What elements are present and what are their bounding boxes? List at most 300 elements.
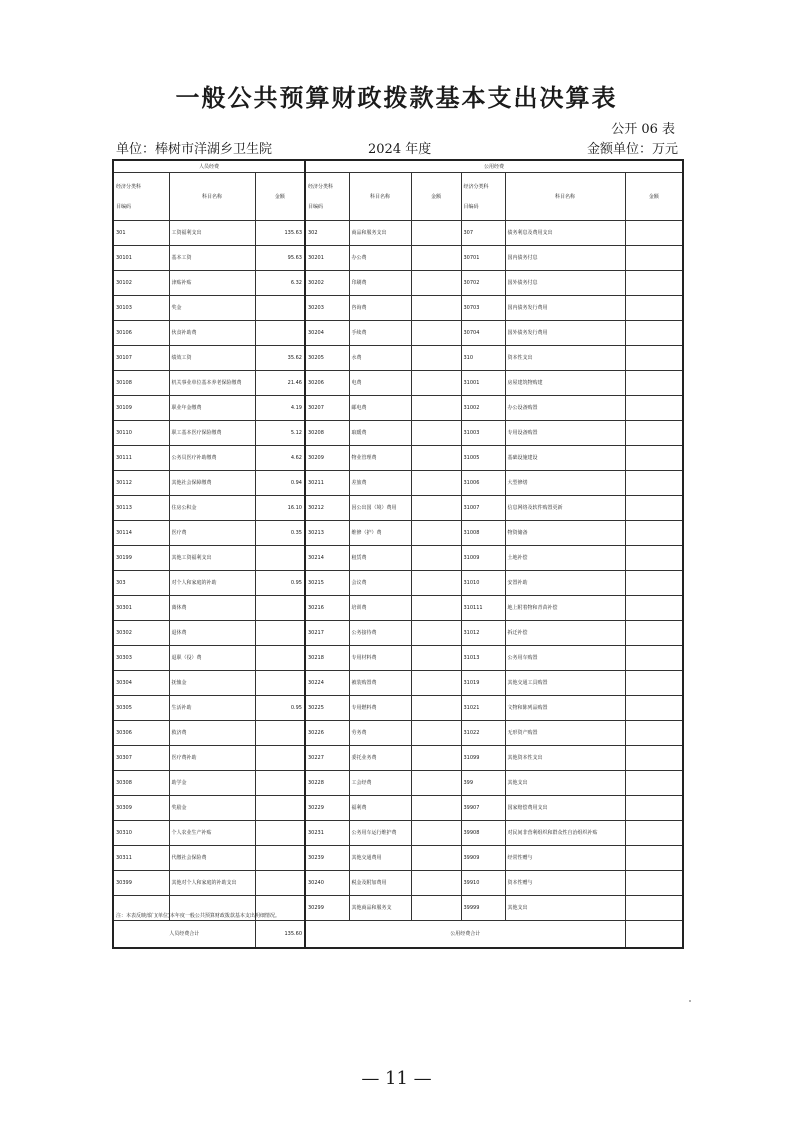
- amount-unit: 金额单位：万元: [586, 142, 678, 157]
- personnel-name: 住房公积金: [169, 496, 255, 521]
- capital-amount: [625, 521, 683, 546]
- col-header-amount: 金额: [625, 173, 683, 221]
- goods-code: 30205: [305, 346, 349, 371]
- personnel-code: 303: [113, 571, 169, 596]
- capital-code: 310111: [461, 596, 505, 621]
- col-header-code-b: 目编码: [116, 203, 132, 210]
- personnel-amount: [255, 321, 305, 346]
- capital-amount: [625, 496, 683, 521]
- goods-code: 30207: [305, 396, 349, 421]
- goods-code: 30214: [305, 546, 349, 571]
- table-row: [113, 246, 683, 271]
- capital-name: 债务利息及费用支出: [505, 221, 625, 246]
- capital-code: 31001: [461, 371, 505, 396]
- goods-amount: [411, 821, 461, 846]
- personnel-code: 30305: [113, 696, 169, 721]
- capital-amount: [625, 421, 683, 446]
- personnel-code: 30108: [113, 371, 169, 396]
- page-number: — 11 —: [361, 1068, 432, 1089]
- capital-code: 31006: [461, 471, 505, 496]
- goods-name: 其他交通费用: [349, 846, 411, 871]
- personnel-name: 奖励金: [169, 796, 255, 821]
- capital-amount: [625, 321, 683, 346]
- capital-amount: [625, 271, 683, 296]
- capital-code: 30704: [461, 321, 505, 346]
- personnel-name: 代缴社会保险费: [169, 846, 255, 871]
- goods-name: 福利费: [349, 796, 411, 821]
- personnel-code: 30106: [113, 321, 169, 346]
- capital-amount: [625, 746, 683, 771]
- goods-amount: [411, 321, 461, 346]
- capital-amount: [625, 346, 683, 371]
- table-row: [113, 746, 683, 771]
- goods-code: 30239: [305, 846, 349, 871]
- col-header-code-a: 经济分类科: [308, 183, 334, 190]
- capital-name: 其他支出: [505, 771, 625, 796]
- goods-amount: [411, 421, 461, 446]
- capital-code: 31002: [461, 396, 505, 421]
- table-row: [113, 596, 683, 621]
- goods-code: 30203: [305, 296, 349, 321]
- capital-code: 31009: [461, 546, 505, 571]
- capital-code: 31012: [461, 621, 505, 646]
- goods-name: 专用材料费: [349, 646, 411, 671]
- table-row: [113, 621, 683, 646]
- capital-name: 文物和陈列品购置: [505, 696, 625, 721]
- goods-name: 商品和服务支出: [349, 221, 411, 246]
- goods-name: 水费: [349, 346, 411, 371]
- goods-name: 维修（护）费: [349, 521, 411, 546]
- goods-code: 30228: [305, 771, 349, 796]
- capital-code: 39908: [461, 821, 505, 846]
- goods-name: 印刷费: [349, 271, 411, 296]
- table-row: [113, 646, 683, 671]
- personnel-amount: 21.46: [255, 371, 305, 396]
- goods-amount: [411, 896, 461, 921]
- personnel-code: 30109: [113, 396, 169, 421]
- personnel-code: 30114: [113, 521, 169, 546]
- goods-name: 手续费: [349, 321, 411, 346]
- table-row: [113, 846, 683, 871]
- goods-amount: [411, 496, 461, 521]
- personnel-code: 30107: [113, 346, 169, 371]
- col-header-code: [113, 173, 169, 221]
- goods-name: 电费: [349, 371, 411, 396]
- goods-amount: [411, 771, 461, 796]
- capital-name: 地上附着物和青苗补偿: [505, 596, 625, 621]
- goods-amount: [411, 446, 461, 471]
- goods-code: 30201: [305, 246, 349, 271]
- capital-name: 房屋建筑物购建: [505, 371, 625, 396]
- goods-amount: [411, 221, 461, 246]
- capital-name: 拆迁补偿: [505, 621, 625, 646]
- goods-code: 30209: [305, 446, 349, 471]
- personnel-amount: [255, 296, 305, 321]
- goods-name: 其他商品和服务支: [349, 896, 411, 921]
- goods-amount: [411, 546, 461, 571]
- goods-code: 30213: [305, 521, 349, 546]
- capital-code: 30701: [461, 246, 505, 271]
- personnel-code: 30304: [113, 671, 169, 696]
- goods-name: 差旅费: [349, 471, 411, 496]
- personnel-code: 30399: [113, 871, 169, 896]
- col-header-code-b: 目编码: [463, 203, 479, 210]
- goods-amount: [411, 671, 461, 696]
- personnel-name: 职工基本医疗保险缴费: [169, 421, 255, 446]
- budget-table: [112, 159, 684, 949]
- goods-name: 被装购置费: [349, 671, 411, 696]
- capital-name: 其他支出: [505, 896, 625, 921]
- goods-code: 30204: [305, 321, 349, 346]
- table-row: [113, 271, 683, 296]
- table-row: [113, 671, 683, 696]
- footnote: 注：本表反映部门(单位)本年度一般公共预算财政拨款基本支出明细情况。: [116, 913, 280, 919]
- form-number: 公开 06 表: [611, 122, 675, 137]
- personnel-code: 30310: [113, 821, 169, 846]
- personnel-code: 30112: [113, 471, 169, 496]
- col-header-code-a: 经济分类科: [463, 183, 489, 190]
- personnel-amount: 16.10: [255, 496, 305, 521]
- section-personnel: 人员经费: [113, 160, 305, 173]
- goods-amount: [411, 646, 461, 671]
- personnel-code: 30309: [113, 796, 169, 821]
- personnel-amount: [255, 671, 305, 696]
- table-row: [113, 871, 683, 896]
- capital-amount: [625, 671, 683, 696]
- capital-name: 国内债务付息: [505, 246, 625, 271]
- capital-code: 31099: [461, 746, 505, 771]
- capital-amount: [625, 796, 683, 821]
- goods-code: 30231: [305, 821, 349, 846]
- goods-code: 30211: [305, 471, 349, 496]
- personnel-name: 职业年金缴费: [169, 396, 255, 421]
- personnel-amount: 0.95: [255, 571, 305, 596]
- goods-name: 租赁费: [349, 546, 411, 571]
- personnel-code: 30113: [113, 496, 169, 521]
- goods-code: 30202: [305, 271, 349, 296]
- personnel-name: 公务员医疗补助缴费: [169, 446, 255, 471]
- goods-amount: [411, 571, 461, 596]
- goods-name: 公务接待费: [349, 621, 411, 646]
- personnel-name: 救济费: [169, 721, 255, 746]
- capital-name: 土地补偿: [505, 546, 625, 571]
- personnel-name: 伙食补助费: [169, 321, 255, 346]
- goods-name: 劳务费: [349, 721, 411, 746]
- capital-code: 31010: [461, 571, 505, 596]
- table-row: [113, 296, 683, 321]
- capital-amount: [625, 221, 683, 246]
- goods-amount: [411, 521, 461, 546]
- goods-code: 30229: [305, 796, 349, 821]
- goods-amount: [411, 796, 461, 821]
- capital-code: 31022: [461, 721, 505, 746]
- total-row: [113, 921, 683, 949]
- goods-amount: [411, 746, 461, 771]
- capital-amount: [625, 396, 683, 421]
- personnel-amount: [255, 596, 305, 621]
- personnel-code: 30199: [113, 546, 169, 571]
- goods-code: 30216: [305, 596, 349, 621]
- col-header-code: [461, 173, 505, 221]
- capital-name: 公务用车购置: [505, 646, 625, 671]
- capital-name: 基础设施建设: [505, 446, 625, 471]
- table-row: [113, 521, 683, 546]
- table-row: [113, 396, 683, 421]
- capital-code: 31008: [461, 521, 505, 546]
- table-row: [113, 546, 683, 571]
- capital-amount: [625, 446, 683, 471]
- goods-code: 30215: [305, 571, 349, 596]
- capital-name: 国家赔偿费用支出: [505, 796, 625, 821]
- personnel-amount: [255, 621, 305, 646]
- capital-code: 31003: [461, 421, 505, 446]
- capital-name: 办公设备购置: [505, 396, 625, 421]
- personnel-name: 医疗费: [169, 521, 255, 546]
- capital-amount: [625, 646, 683, 671]
- capital-name: 对民间非营利组织和群众性自治组织补贴: [505, 821, 625, 846]
- goods-amount: [411, 721, 461, 746]
- goods-name: 委托业务费: [349, 746, 411, 771]
- goods-amount: [411, 696, 461, 721]
- capital-amount: [625, 896, 683, 921]
- col-header-amount: 金额: [411, 173, 461, 221]
- personnel-name: 个人农业生产补贴: [169, 821, 255, 846]
- table-row: [113, 321, 683, 346]
- capital-name: 资本性赠与: [505, 871, 625, 896]
- capital-code: 39907: [461, 796, 505, 821]
- personnel-name: 退职（役）费: [169, 646, 255, 671]
- personnel-code: 30103: [113, 296, 169, 321]
- capital-name: 国外债务发行费用: [505, 321, 625, 346]
- table-row: [113, 471, 683, 496]
- goods-code: 30224: [305, 671, 349, 696]
- personnel-amount: [255, 771, 305, 796]
- capital-code: 307: [461, 221, 505, 246]
- goods-code: 30299: [305, 896, 349, 921]
- scan-speck: [689, 1000, 691, 1002]
- capital-amount: [625, 296, 683, 321]
- table-row: [113, 446, 683, 471]
- table-row: [113, 821, 683, 846]
- table-row: [113, 496, 683, 521]
- goods-code: 30226: [305, 721, 349, 746]
- capital-amount: [625, 771, 683, 796]
- capital-code: 31021: [461, 696, 505, 721]
- table-row: [113, 771, 683, 796]
- goods-code: 30208: [305, 421, 349, 446]
- personnel-name: 助学金: [169, 771, 255, 796]
- capital-name: 物资储备: [505, 521, 625, 546]
- personnel-name: 津贴补贴: [169, 271, 255, 296]
- col-header-name: 科目名称: [349, 173, 411, 221]
- capital-amount: [625, 871, 683, 896]
- goods-name: 工会经费: [349, 771, 411, 796]
- table-row: [113, 421, 683, 446]
- goods-name: 因公出国（境）费用: [349, 496, 411, 521]
- total-personnel-label: 人员经费合计: [113, 921, 255, 949]
- capital-code: 399: [461, 771, 505, 796]
- personnel-code: 30302: [113, 621, 169, 646]
- table-row: [113, 696, 683, 721]
- personnel-name: 抚恤金: [169, 671, 255, 696]
- goods-name: 物业管理费: [349, 446, 411, 471]
- personnel-code: 30102: [113, 271, 169, 296]
- personnel-name: 基本工资: [169, 246, 255, 271]
- personnel-amount: 6.32: [255, 271, 305, 296]
- goods-code: 30240: [305, 871, 349, 896]
- capital-code: 31007: [461, 496, 505, 521]
- goods-code: 302: [305, 221, 349, 246]
- capital-code: 39999: [461, 896, 505, 921]
- table-row: [113, 571, 683, 596]
- goods-amount: [411, 846, 461, 871]
- capital-name: 安置补助: [505, 571, 625, 596]
- table-row: [113, 796, 683, 821]
- goods-amount: [411, 871, 461, 896]
- capital-code: 39909: [461, 846, 505, 871]
- personnel-amount: [255, 871, 305, 896]
- table-row: [113, 221, 683, 246]
- personnel-amount: 4.62: [255, 446, 305, 471]
- total-public-label: 公用经费合计: [305, 921, 625, 949]
- capital-code: 31013: [461, 646, 505, 671]
- personnel-amount: 35.62: [255, 346, 305, 371]
- total-personnel-value: 135.60: [255, 921, 305, 949]
- goods-name: 专用燃料费: [349, 696, 411, 721]
- personnel-amount: 5.12: [255, 421, 305, 446]
- personnel-name: 机关事业单位基本养老保险缴费: [169, 371, 255, 396]
- personnel-code: 30111: [113, 446, 169, 471]
- goods-amount: [411, 371, 461, 396]
- personnel-name: 生活补助: [169, 696, 255, 721]
- goods-amount: [411, 346, 461, 371]
- col-header-code-a: 经济分类科: [116, 183, 142, 190]
- goods-amount: [411, 596, 461, 621]
- personnel-name: 其他对个人和家庭的补助支出: [169, 871, 255, 896]
- personnel-name: 奖金: [169, 296, 255, 321]
- capital-name: 信息网络及软件购置更新: [505, 496, 625, 521]
- personnel-amount: [255, 846, 305, 871]
- goods-amount: [411, 621, 461, 646]
- goods-name: 邮电费: [349, 396, 411, 421]
- table-row: [113, 346, 683, 371]
- capital-code: 310: [461, 346, 505, 371]
- personnel-amount: [255, 796, 305, 821]
- capital-name: 大型修缮: [505, 471, 625, 496]
- capital-name: 其他交通工具购置: [505, 671, 625, 696]
- personnel-amount: [255, 646, 305, 671]
- section-public: 公用经费: [305, 160, 683, 173]
- personnel-code: 30101: [113, 246, 169, 271]
- goods-code: 30217: [305, 621, 349, 646]
- capital-code: 31005: [461, 446, 505, 471]
- personnel-code: 30311: [113, 846, 169, 871]
- section-header-row: [113, 160, 683, 173]
- col-header-name: 科目名称: [169, 173, 255, 221]
- goods-amount: [411, 246, 461, 271]
- goods-code: 30218: [305, 646, 349, 671]
- goods-code: 30227: [305, 746, 349, 771]
- table-row: [113, 721, 683, 746]
- personnel-code: 30303: [113, 646, 169, 671]
- personnel-code: 30308: [113, 771, 169, 796]
- personnel-amount: 135.63: [255, 221, 305, 246]
- capital-amount: [625, 571, 683, 596]
- table-row: [113, 371, 683, 396]
- capital-code: 30702: [461, 271, 505, 296]
- capital-name: 经常性赠与: [505, 846, 625, 871]
- capital-code: 30703: [461, 296, 505, 321]
- unit-label: 单位：棒树市洋湖乡卫生院: [116, 142, 273, 157]
- goods-name: 会议费: [349, 571, 411, 596]
- personnel-amount: [255, 721, 305, 746]
- capital-amount: [625, 621, 683, 646]
- total-public-value: [625, 921, 683, 949]
- personnel-name: 对个人和家庭的补助: [169, 571, 255, 596]
- personnel-name: 其他社会保障缴费: [169, 471, 255, 496]
- col-header-code-b: 目编码: [308, 203, 324, 210]
- goods-amount: [411, 271, 461, 296]
- fiscal-year: 2024 年度: [368, 142, 432, 157]
- personnel-code: 30307: [113, 746, 169, 771]
- personnel-amount: 95.63: [255, 246, 305, 271]
- col-header-code: [305, 173, 349, 221]
- personnel-code: 30306: [113, 721, 169, 746]
- capital-amount: [625, 696, 683, 721]
- capital-amount: [625, 546, 683, 571]
- capital-name: 国内债务发行费用: [505, 296, 625, 321]
- goods-name: 咨询费: [349, 296, 411, 321]
- personnel-code: 30301: [113, 596, 169, 621]
- capital-name: 专用设备购置: [505, 421, 625, 446]
- goods-code: 30206: [305, 371, 349, 396]
- meta-row: [116, 138, 678, 158]
- capital-name: 国外债务付息: [505, 271, 625, 296]
- goods-code: 30225: [305, 696, 349, 721]
- personnel-code: 301: [113, 221, 169, 246]
- personnel-amount: 4.19: [255, 396, 305, 421]
- personnel-name: 医疗费补助: [169, 746, 255, 771]
- col-header-amount: 金额: [255, 173, 305, 221]
- personnel-name: 工资福利支出: [169, 221, 255, 246]
- capital-name: 其他资本性支出: [505, 746, 625, 771]
- goods-amount: [411, 396, 461, 421]
- capital-amount: [625, 721, 683, 746]
- personnel-name: 退休费: [169, 621, 255, 646]
- goods-code: 30212: [305, 496, 349, 521]
- goods-name: 公务用车运行维护费: [349, 821, 411, 846]
- capital-amount: [625, 596, 683, 621]
- personnel-amount: 0.94: [255, 471, 305, 496]
- personnel-code: 30110: [113, 421, 169, 446]
- personnel-amount: 0.95: [255, 696, 305, 721]
- personnel-amount: [255, 821, 305, 846]
- goods-name: 取暖费: [349, 421, 411, 446]
- personnel-name: 其他工资福利支出: [169, 546, 255, 571]
- goods-amount: [411, 471, 461, 496]
- column-header-row: [113, 173, 683, 221]
- capital-amount: [625, 371, 683, 396]
- personnel-amount: 0.35: [255, 521, 305, 546]
- capital-amount: [625, 246, 683, 271]
- personnel-name: 绩效工资: [169, 346, 255, 371]
- capital-amount: [625, 821, 683, 846]
- capital-code: 31019: [461, 671, 505, 696]
- capital-name: 无形资产购置: [505, 721, 625, 746]
- capital-name: 资本性支出: [505, 346, 625, 371]
- goods-name: 培训费: [349, 596, 411, 621]
- personnel-amount: [255, 546, 305, 571]
